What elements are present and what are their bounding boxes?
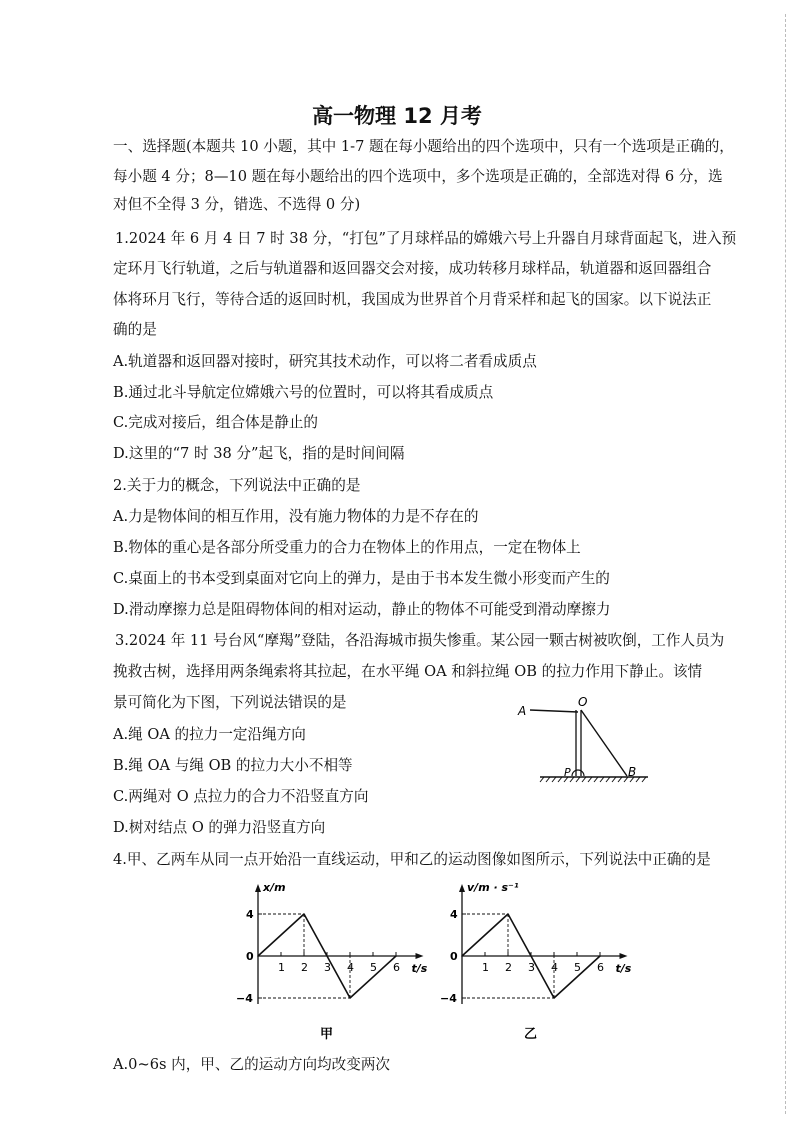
data-point <box>349 997 351 999</box>
q1-stem-line-2: 定环月飞行轨道，之后与轨道器和返回器交会对接，成功转移月球样品，轨道器和返回器组合 <box>113 260 712 277</box>
label-a: A <box>518 704 527 718</box>
y-tick-label: 4 <box>450 908 458 921</box>
q1-option-c: C.完成对接后，组合体是静止的 <box>113 414 319 431</box>
y-tick-label: 0 <box>450 950 458 963</box>
q1-option-b: B.通过北斗导航定位嫦娥六号的位置时，可以将其看成质点 <box>113 384 494 401</box>
q3-stem-line-2: 挽救古树，选择用两条绳索将其拉起，在水平绳 OA 和斜拉绳 OB 的拉力作用下静止。该情 <box>113 663 703 680</box>
q1-stem-line-4: 确的是 <box>113 321 157 338</box>
x-tick-label: 5 <box>370 961 377 974</box>
label-o: O <box>578 695 588 709</box>
q1-option-a: A.轨道器和返回器对接时，研究其技术动作，可以将二者看成质点 <box>113 353 537 370</box>
q3-option-d: D.树对结点 O 的弹力沿竖直方向 <box>113 819 326 836</box>
x-tick-label: 6 <box>393 961 400 974</box>
data-point <box>461 955 463 957</box>
data-point <box>553 997 555 999</box>
q2-option-c: C.桌面上的书本受到桌面对它向上的弹力，是由于书本发生微小形变而产生的 <box>113 570 610 587</box>
q3-stem-line-3: 景可简化为下图，下列说法错误的是 <box>113 694 347 711</box>
y-axis-label: v/m · s⁻¹ <box>467 881 519 894</box>
q3-figure-tree-ropes <box>510 690 660 790</box>
data-point <box>395 955 397 957</box>
x-tick-label: 3 <box>528 961 535 974</box>
section-instructions-line-3: 对但不全得 3 分，错选、不选得 0 分) <box>113 196 361 213</box>
pivot-hinge <box>572 770 584 776</box>
data-point <box>257 955 259 957</box>
x-axis-label: t/s <box>411 962 428 975</box>
q1-option-d: D.这里的“7 时 38 分”起飞，指的是时间间隔 <box>113 445 405 462</box>
x-tick-label: 4 <box>347 961 354 974</box>
q3-option-a: A.绳 OA 的拉力一定沿绳方向 <box>113 726 306 743</box>
y-axis-label: x/m <box>263 881 286 894</box>
x-tick-label: 5 <box>574 961 581 974</box>
label-b: B <box>628 765 637 779</box>
x-axis-arrow <box>416 953 424 959</box>
x-tick-label: 3 <box>324 961 331 974</box>
y-tick-label: −4 <box>440 992 457 1005</box>
y-axis-arrow <box>255 884 261 892</box>
chart-caption: 甲 <box>320 1027 334 1042</box>
y-tick-label: 0 <box>246 950 254 963</box>
q4-option-a: A.0~6s 内，甲、乙的运动方向均改变两次 <box>113 1056 391 1073</box>
x-tick-label: 2 <box>505 961 512 974</box>
label-p: P <box>564 766 571 779</box>
section-instructions-line-1: 一、选择题(本题共 10 小题，其中 1-7 题在每小题给出的四个选项中，只有一个选项是正确的， <box>113 138 734 155</box>
x-tick-label: 4 <box>551 961 558 974</box>
x-axis-label: t/s <box>615 962 632 975</box>
x-axis-arrow <box>620 953 628 959</box>
q1-stem-line-3: 体将环月飞行，等待合适的返回时机，我国成为世界首个月背采样和起飞的国家。以下说法正 <box>113 291 712 308</box>
x-tick-label: 6 <box>597 961 604 974</box>
q4-chart-jia <box>228 878 438 1048</box>
series-segment <box>462 914 508 956</box>
y-tick-label: 4 <box>246 908 254 921</box>
q2-option-b: B.物体的重心是各部分所受重力的合力在物体上的作用点，一定在物体上 <box>113 539 581 556</box>
q3-option-b: B.绳 OA 与绳 OB 的拉力大小不相等 <box>113 757 353 774</box>
q2-stem: 2.关于力的概念，下列说法中正确的是 <box>113 477 361 494</box>
x-tick-label: 1 <box>278 961 285 974</box>
q2-option-d: D.滑动摩擦力总是阻碍物体间的相对运动，静止的物体不可能受到滑动摩擦力 <box>113 601 611 618</box>
q2-option-a: A.力是物体间的相互作用，没有施力物体的力是不存在的 <box>113 508 479 525</box>
page-edge-line <box>785 14 786 1114</box>
page-title: 高一物理 12 月考 <box>312 104 482 128</box>
y-axis-arrow <box>459 884 465 892</box>
rope-ob <box>581 710 627 776</box>
rope-oa <box>530 710 578 712</box>
x-tick-label: 1 <box>482 961 489 974</box>
q4-chart-yi <box>432 878 642 1048</box>
x-tick-label: 2 <box>301 961 308 974</box>
y-tick-label: −4 <box>236 992 253 1005</box>
section-instructions-line-2: 每小题 4 分；8—10 题在每小题给出的四个选项中，多个选项是正确的，全部选对得 6 分，选 <box>113 168 723 185</box>
q4-stem: 4.甲、乙两车从同一点开始沿一直线运动，甲和乙的运动图像如图所示，下列说法中正确的是 <box>113 851 711 868</box>
q1-stem-line-1: 1.2024 年 6 月 4 日 7 时 38 分，“打包”了月球样品的嫦娥六号上升器自月球背面起飞，进入预 <box>115 230 737 247</box>
series-segment <box>258 914 304 956</box>
data-point <box>303 913 305 915</box>
q3-stem-line-1: 3.2024 年 11 号台风“摩羯”登陆，各沿海城市损失惨重。某公园一颗古树被吹倒，工作人员为 <box>115 632 725 649</box>
chart-caption: 乙 <box>524 1027 538 1042</box>
data-point <box>507 913 509 915</box>
q3-option-c: C.两绳对 O 点拉力的合力不沿竖直方向 <box>113 788 369 805</box>
data-point <box>599 955 601 957</box>
